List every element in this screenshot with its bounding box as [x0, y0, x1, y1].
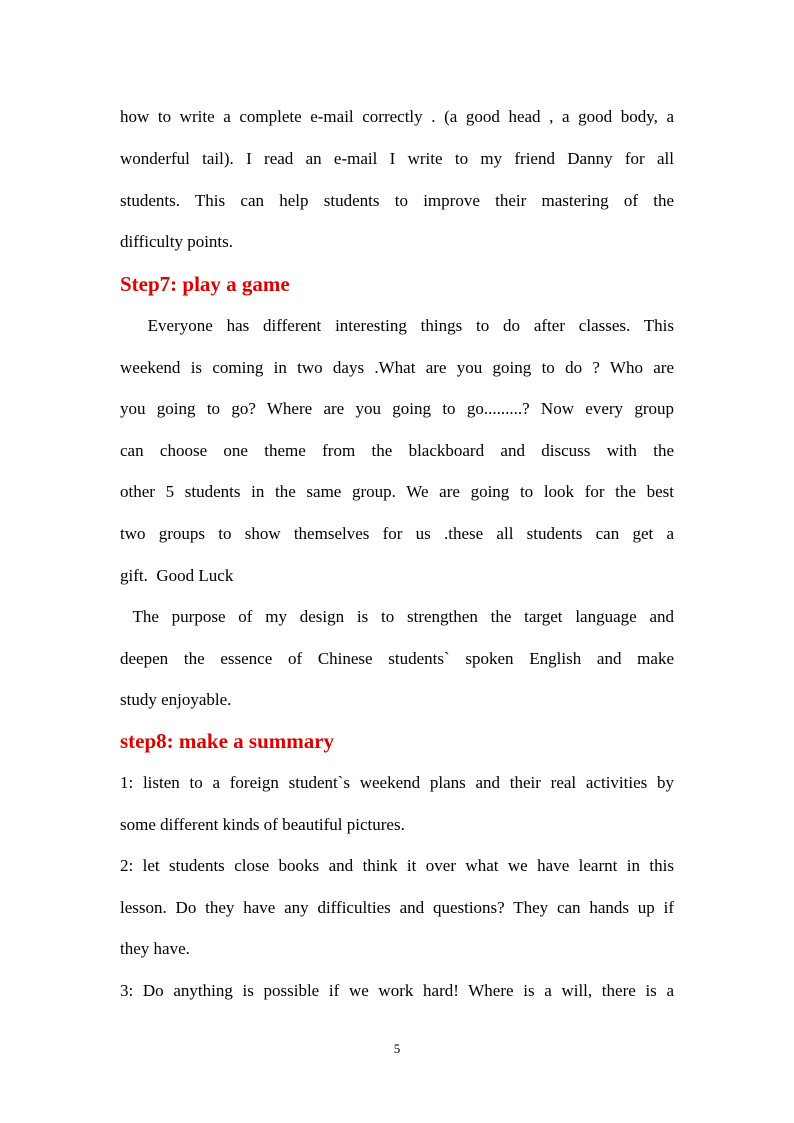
paragraph-line: The purpose of my design is to strengthen the target language and: [120, 607, 674, 626]
summary-line: they have.: [120, 939, 190, 958]
paragraph-line: wonderful tail). I read an e-mail I write to my friend Danny for all: [120, 149, 674, 168]
paragraph-line: weekend is coming in two days .What are you going to do ? Who are: [120, 358, 674, 377]
section-heading-step7: Step7: play a game: [120, 272, 290, 296]
summary-line: 2: let students close books and think it over what we have learnt in this: [120, 856, 674, 875]
paragraph-line: two groups to show themselves for us .these all students can get a: [120, 524, 674, 543]
paragraph-line: students. This can help students to improve their mastering of the: [120, 191, 674, 210]
paragraph-line: difficulty points.: [120, 232, 234, 251]
paragraph-line: can choose one theme from the blackboard and discuss with the: [120, 441, 674, 460]
summary-line: 1: listen to a foreign student`s weekend plans and their real activities by: [120, 773, 674, 792]
paragraph-line: other 5 students in the same group. We are going to look for the best: [120, 482, 674, 501]
summary-line: some different kinds of beautiful pictures.: [120, 815, 405, 834]
summary-line: lesson. Do they have any difficulties and questions? They can hands up if: [120, 898, 674, 917]
page-number: 5: [393, 1041, 401, 1056]
paragraph-line: deepen the essence of Chinese students` spoken English and make: [120, 649, 674, 668]
paragraph-line: you going to go? Where are you going to go.........? Now every group: [120, 399, 674, 418]
summary-line: 3: Do anything is possible if we work hard! Where is a will, there is a: [120, 981, 674, 1000]
paragraph-line: how to write a complete e-mail correctly . (a good head , a good body, a: [120, 107, 674, 126]
paragraph-line: gift. Good Luck: [120, 566, 234, 585]
section-heading-step8: step8: make a summary: [120, 729, 335, 753]
paragraph-line: study enjoyable.: [120, 690, 232, 709]
paragraph-line: Everyone has different interesting things to do after classes. This: [120, 316, 674, 335]
